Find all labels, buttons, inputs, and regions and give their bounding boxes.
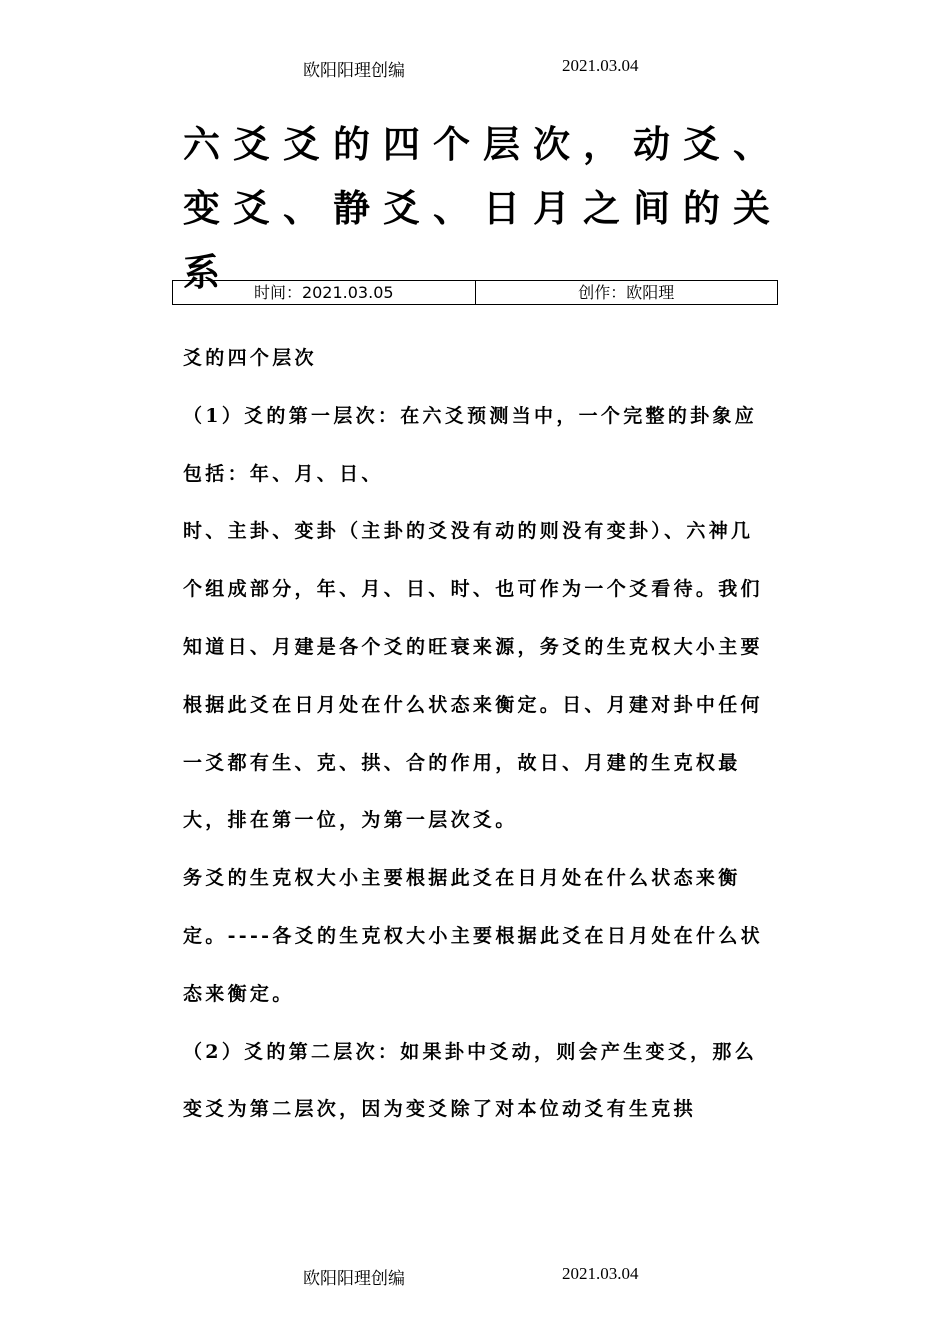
document-title: 六爻爻的四个层次，动爻、变爻、静爻、日月之间的关系: [183, 122, 783, 294]
page-footer: [0, 1264, 950, 1288]
meta-table: [172, 280, 778, 305]
paragraph: （2）爻的第二层次：如果卦中爻动，则会产生变爻，那么变爻为第二层次，因为变爻除了对本位动爻有生克拱: [183, 1040, 758, 1121]
paragraph: 务爻的生克权大小主要根据此爻在日月处在什么状态来衡定。----各爻的生克权大小主要根据此爻在日月处在什么状态来衡定。: [183, 867, 763, 1005]
paragraph: 时、主卦、变卦（主卦的爻没有动的则没有变卦）、六神几个组成部分，年、月、日、时、也可作为一个爻看待。我们知道日、月建是各个爻的旺衰来源，务爻的生克权大小主要根据此爻在日月处在什么状态来衡定。日、月建对卦中任何一爻都有生、克、拱、合的作用，故日、月建的生克权最大，排在第一位，为第一层次爻。: [183, 520, 763, 832]
meta-author: 创作：欧阳理: [475, 281, 778, 304]
meta-time: 时间：2021.03.05: [253, 283, 394, 302]
section-heading: 爻的四个层次: [183, 347, 317, 369]
paragraph: （1）爻的第一层次：在六爻预测当中，一个完整的卦象应包括：年、月、日、: [183, 404, 758, 485]
document-body: [183, 330, 773, 1139]
page-header: [0, 56, 950, 80]
header-author: 欧阳阳理创编: [303, 61, 405, 80]
footer-date: 2021.03.04: [562, 1264, 639, 1283]
header-date: 2021.03.04: [562, 56, 639, 75]
footer-author: 欧阳阳理创编: [303, 1269, 405, 1288]
